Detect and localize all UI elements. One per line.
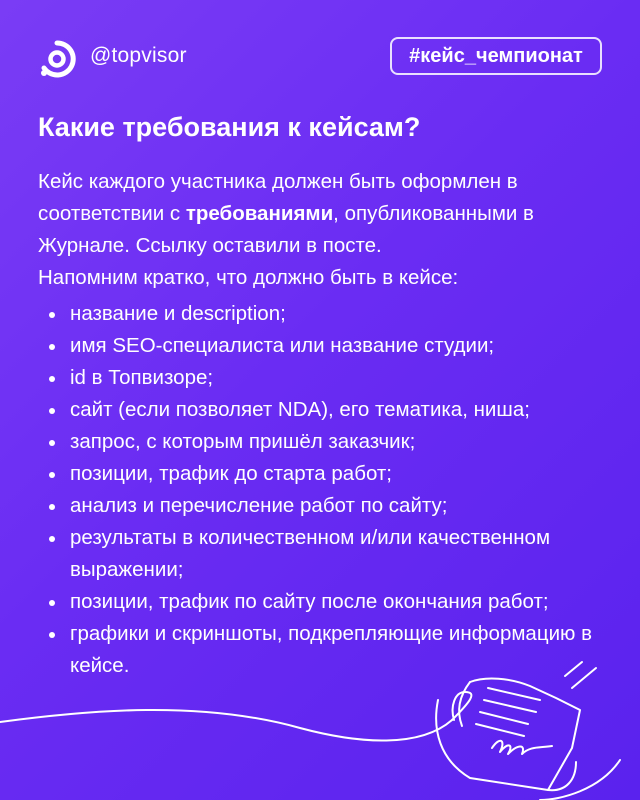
brand-handle[interactable]: @topvisor: [90, 44, 187, 67]
reminder-text: Напомним кратко, что должно быть в кейсе:: [38, 266, 459, 289]
intro-text-2: , опубликованными в Журнале. Ссылку оставили в посте.: [38, 202, 534, 257]
page-title: Какие требования к кейсам?: [38, 112, 421, 142]
list-item: позиции, трафик по сайту после окончания работ;: [38, 586, 608, 618]
requirements-link[interactable]: требованиями: [185, 202, 334, 225]
intro-text-1: Кейс каждого участника должен быть оформлен в соответствии с: [38, 170, 518, 225]
requirements-list: [38, 298, 608, 682]
list-item: результаты в количественном и/или качественном выражении;: [38, 522, 608, 586]
hashtag-badge[interactable]: #кейс_чемпионат: [390, 37, 602, 75]
topvisor-logo-icon: [38, 40, 76, 78]
list-item: название и description;: [38, 298, 608, 330]
list-item: графики и скриншоты, подкрепляющие информацию в кейсе.: [38, 618, 608, 682]
list-item: запрос, с которым пришёл заказчик;: [38, 426, 608, 458]
list-item: анализ и перечисление работ по сайту;: [38, 490, 608, 522]
list-item: id в Топвизоре;: [38, 362, 608, 394]
intro-paragraph: [38, 166, 598, 262]
list-item: имя SEO-специалиста или название студии;: [38, 330, 608, 362]
list-item: сайт (если позволяет NDA), его тематика, ниша;: [38, 394, 608, 426]
list-item: позиции, трафик до старта работ;: [38, 458, 608, 490]
